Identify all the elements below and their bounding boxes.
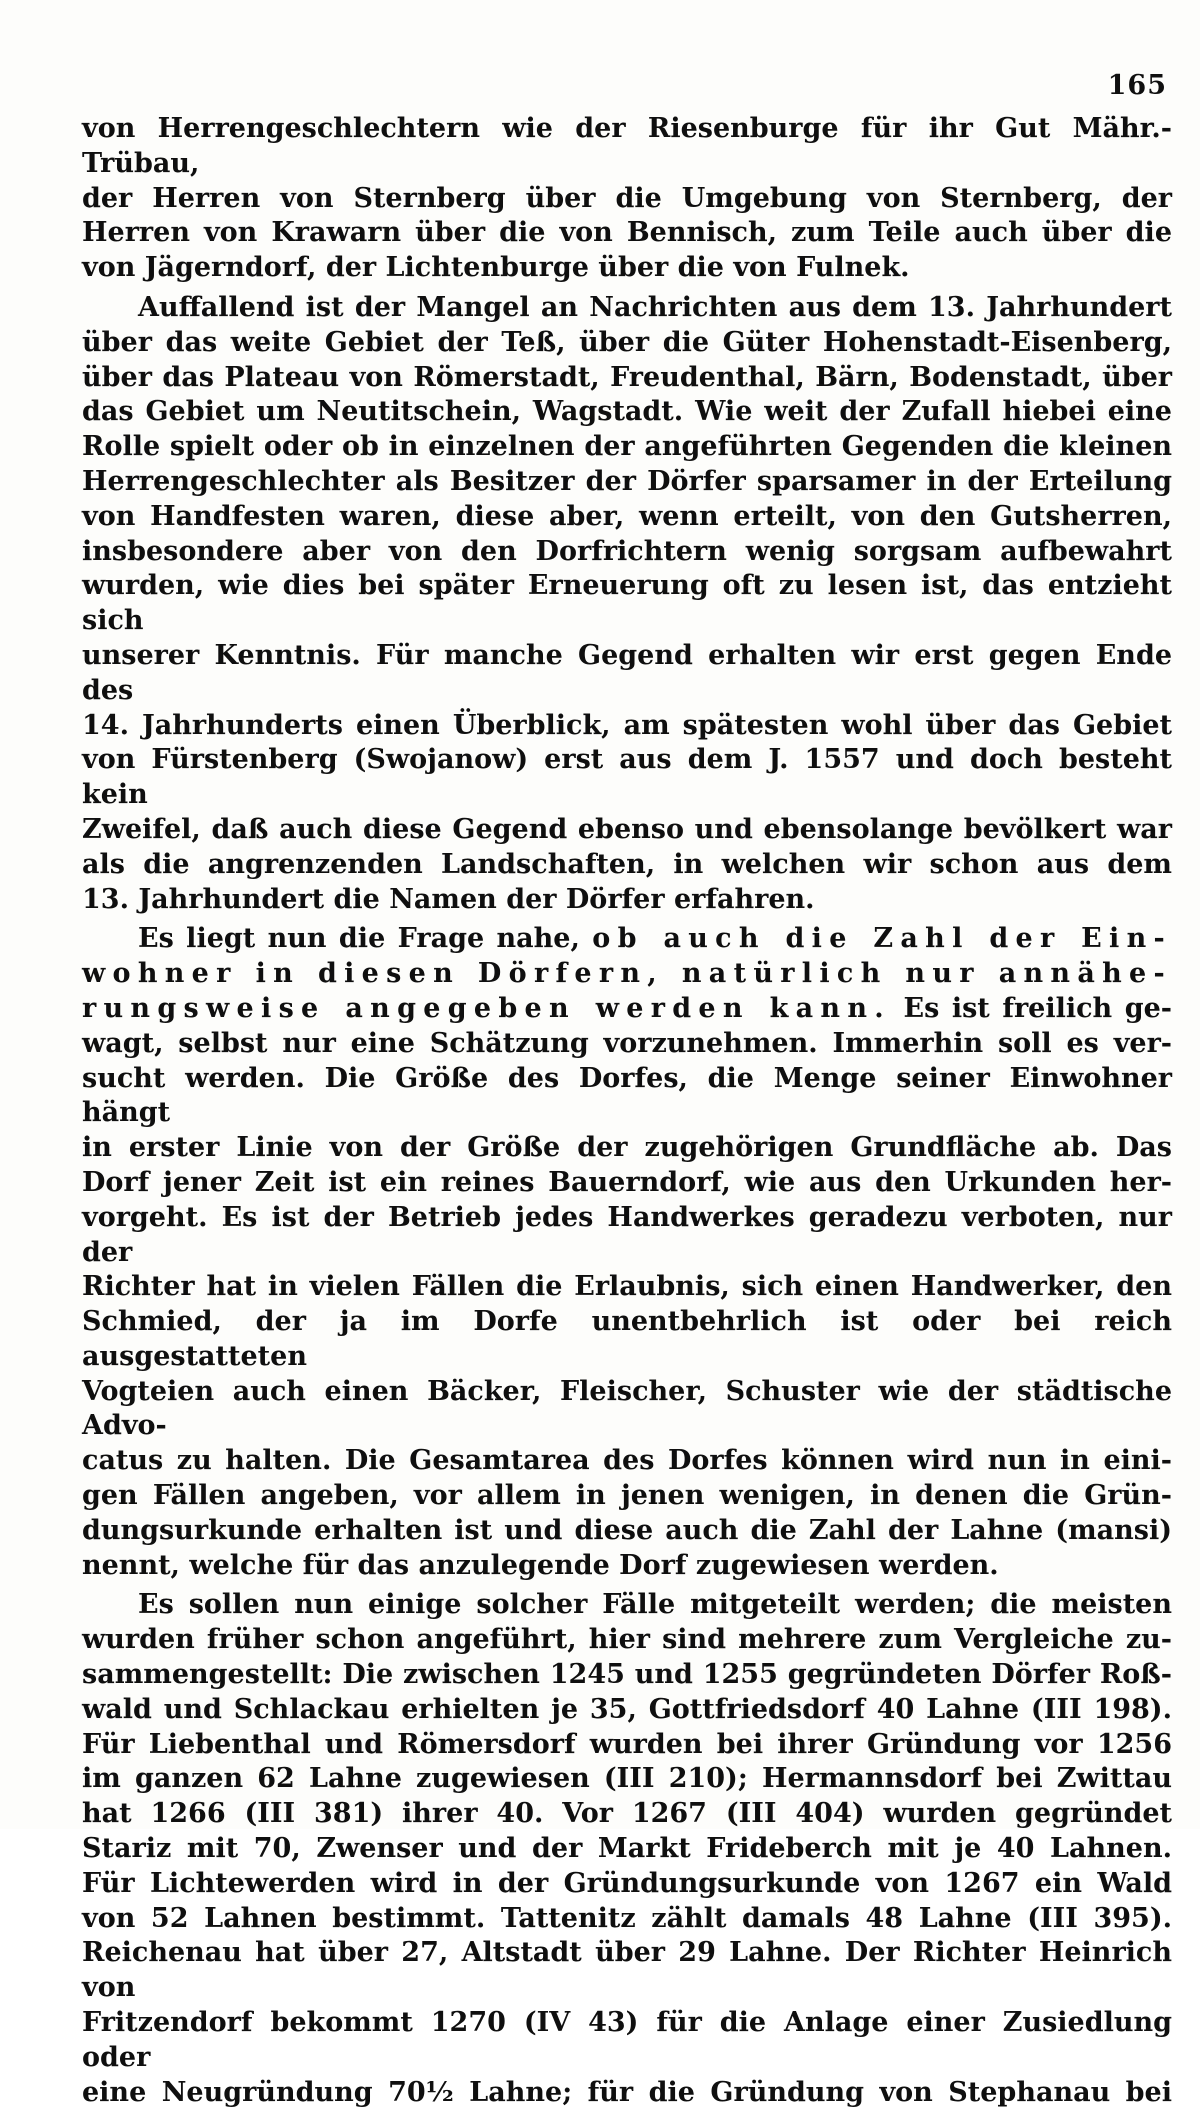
- text-run: unserer Kenntnis. Für manche Gegend erhalten wir erst gegen Ende des: [82, 639, 1172, 706]
- text-line: [82, 395, 1172, 430]
- text-line: [82, 1166, 1172, 1201]
- paragraph: [82, 291, 1172, 917]
- text-run: Stariz mit 70, Zwenser und der Markt Frideberch mit je 40 Lahnen.: [82, 1833, 1172, 1865]
- text-run: Es sollen nun einige solcher Fälle mitgeteilt werden; die meisten: [138, 1589, 1172, 1621]
- text-line: [82, 112, 1172, 182]
- text-run: Richter hat in vielen Fällen die Erlaubnis, sich einen Handwerker, den: [82, 1271, 1172, 1303]
- text-run: Schmied, der ja im Dorfe unentbehrlich ist oder bei reich ausgestatteten: [82, 1306, 1172, 1372]
- text-line: [82, 1588, 1172, 1623]
- text-run: wagt, selbst nur eine Schätzung vorzunehmen. Immerhin soll es ver-: [82, 1027, 1172, 1059]
- text-run: vorgeht. Es ist der Betrieb jedes Handwerkes geradezu verboten, nur der: [82, 1201, 1172, 1268]
- text-line: [82, 1693, 1172, 1728]
- text-line: [82, 848, 1172, 883]
- text-line: [82, 291, 1172, 326]
- text-line: [82, 1936, 1172, 2006]
- text-line: [82, 1375, 1172, 1445]
- text-run: gen Fällen angeben, vor allem in jenen wenigen, in denen die Grün-: [82, 1480, 1172, 1512]
- text-run: nennt, welche für das anzulegende Dorf zugewiesen werden.: [82, 1549, 999, 1581]
- text-line: [82, 1658, 1172, 1693]
- text-run: Rolle spielt oder ob in einzelnen der angeführten Gegenden die kleinen: [82, 431, 1172, 463]
- paragraph: [82, 112, 1172, 286]
- text-run: von 52 Lahnen bestimmt. Tattenitz zählt damals 48 Lahne (III 395).: [82, 1902, 1172, 1934]
- text-run: wurden, wie dies bei später Erneuerung oft zu lesen ist, das entzieht sich: [82, 570, 1172, 637]
- page-number: 165: [1107, 70, 1167, 101]
- text-line: [82, 182, 1172, 217]
- text-line: [82, 1270, 1172, 1305]
- text-run: in erster Linie von der Größe der zugehörigen Grundfläche ab. Das: [82, 1132, 1172, 1164]
- text-line: [82, 922, 1172, 957]
- text-line: [82, 992, 1172, 1027]
- text-line: [82, 430, 1172, 465]
- text-run: Herrengeschlechter als Besitzer der Dörfer sparsamer in der Erteilung: [82, 465, 1172, 497]
- text-run: 13. Jahrhundert die Namen der Dörfer erfahren.: [82, 883, 815, 915]
- text-line: [82, 1728, 1172, 1763]
- text-line: [82, 1062, 1172, 1132]
- text-run: von Handfesten waren, diese aber, wenn erteilt, von den Gutsherren,: [82, 500, 1172, 532]
- text-run: über das weite Gebiet der Teß, über die Güter Hohenstadt-Eisenberg,: [82, 326, 1172, 358]
- text-run: Reichenau hat über 27, Altstadt über 29 Lahne. Der Richter Heinrich von: [82, 1937, 1172, 2004]
- text-run: sammengestellt: Die zwischen 1245 und 1255 gegründeten Dörfer Roß-: [82, 1659, 1172, 1691]
- text-line: [82, 883, 1172, 918]
- text-run: Für Liebenthal und Römersdorf wurden bei ihrer Gründung vor 1256: [82, 1728, 1172, 1760]
- text-line: [82, 1762, 1172, 1797]
- text-line: [82, 1027, 1172, 1062]
- text-run: wald und Schlackau erhielten je 35, Gottfriedsdorf 40 Lahne (III 198).: [82, 1693, 1172, 1725]
- text-line: [82, 251, 1172, 286]
- text-line: [82, 465, 1172, 500]
- body-text: [82, 112, 1172, 2110]
- text-line: [82, 1201, 1172, 1271]
- text-line: [82, 569, 1172, 639]
- text-run: von Fürstenberg (Swojanow) erst aus dem J. 1557 und doch besteht kein: [82, 744, 1172, 811]
- text-line: [82, 1444, 1172, 1479]
- text-line: [82, 1549, 1172, 1584]
- text-run: Herren von Krawarn über die von Bennisch, zum Teile auch über die: [82, 217, 1172, 249]
- text-run: als die angrenzenden Landschaften, in welchen wir schon aus dem: [82, 848, 1172, 880]
- text-line: [82, 1623, 1172, 1658]
- text-run: Auffallend ist der Mangel an Nachrichten aus dem 13. Jahrhundert: [138, 291, 1172, 323]
- text-run: im ganzen 62 Lahne zugewiesen (III 210); Hermannsdorf bei Zwittau: [82, 1763, 1172, 1795]
- text-line: [82, 361, 1172, 396]
- text-line: [82, 709, 1172, 744]
- text-line: [82, 639, 1172, 709]
- text-line: [82, 2006, 1172, 2076]
- text-line: [82, 2076, 1172, 2110]
- text-run: catus zu halten. Die Gesamtarea des Dorfes können wird nun in eini-: [82, 1445, 1172, 1477]
- text-run: insbesondere aber von den Dorfrichtern wenig sorgsam aufbewahrt: [82, 535, 1172, 567]
- text-run: Zweifel, daß auch diese Gegend ebenso und ebensolange bevölkert war: [82, 813, 1172, 845]
- text-run: von Jägerndorf, der Lichtenburge über die von Fulnek.: [82, 252, 910, 284]
- text-run: über das Plateau von Römerstadt, Freudenthal, Bärn, Bodenstadt, über: [82, 361, 1172, 393]
- text-run: eine Neugründung 70½ Lahne; für die Gründung von Stephanau bei: [82, 2076, 1172, 2108]
- text-run: von Herrengeschlechtern wie der Riesenburge für ihr Gut Mähr.-Trübau,: [82, 113, 1172, 179]
- text-run: Fritzendorf bekommt 1270 (IV 43) für die Anlage einer Zusiedlung oder: [82, 2007, 1172, 2073]
- text-line: [82, 1867, 1172, 1902]
- text-line: [82, 1902, 1172, 1937]
- text-run: wurden früher schon angeführt, hier sind mehrere zum Vergleiche zu-: [82, 1624, 1172, 1656]
- text-run: dungsurkunde erhalten ist und diese auch die Zahl der Lahne (mansi): [82, 1514, 1172, 1546]
- text-line: [82, 326, 1172, 361]
- text-line: [82, 743, 1172, 813]
- text-line: [82, 1832, 1172, 1867]
- text-run: Vogteien auch einen Bäcker, Fleischer, Schuster wie der städtische Advo-: [82, 1375, 1172, 1442]
- letterspaced-emphasis-text: wohner in diesen Dörfern, natürlich nur annähe-: [82, 958, 1172, 990]
- text-line: [82, 500, 1172, 535]
- letterspaced-emphasis-text: rungsweise angegeben werden kann.: [82, 992, 891, 1024]
- text-run: Es liegt nun die Frage nahe,: [138, 923, 593, 955]
- text-line: [82, 1514, 1172, 1549]
- paragraph: [82, 922, 1172, 1583]
- letterspaced-emphasis-text: ob auch die Zahl der Ein-: [592, 923, 1173, 955]
- paragraph: [82, 1588, 1172, 2110]
- text-line: [82, 1305, 1172, 1375]
- text-run: Es ist freilich ge-: [890, 992, 1172, 1024]
- text-line: [82, 813, 1172, 848]
- text-line: [82, 535, 1172, 570]
- text-line: [82, 1479, 1172, 1514]
- text-line: [82, 957, 1172, 992]
- text-line: [82, 1131, 1172, 1166]
- text-line: [82, 1797, 1172, 1832]
- text-run: hat 1266 (III 381) ihrer 40. Vor 1267 (III 404) wurden gegründet: [82, 1798, 1172, 1830]
- text-run: Für Lichtewerden wird in der Gründungsurkunde von 1267 ein Wald: [82, 1867, 1172, 1899]
- text-run: das Gebiet um Neutitschein, Wagstadt. Wie weit der Zufall hiebei eine: [82, 396, 1172, 428]
- text-run: der Herren von Sternberg über die Umgebung von Sternberg, der: [82, 182, 1172, 214]
- text-run: 14. Jahrhunderts einen Überblick, am spätesten wohl über das Gebiet: [82, 709, 1172, 741]
- text-run: sucht werden. Die Größe des Dorfes, die Menge seiner Einwohner hängt: [82, 1062, 1172, 1129]
- text-run: Dorf jener Zeit ist ein reines Bauerndorf, wie aus den Urkunden her-: [82, 1166, 1172, 1198]
- text-line: [82, 216, 1172, 251]
